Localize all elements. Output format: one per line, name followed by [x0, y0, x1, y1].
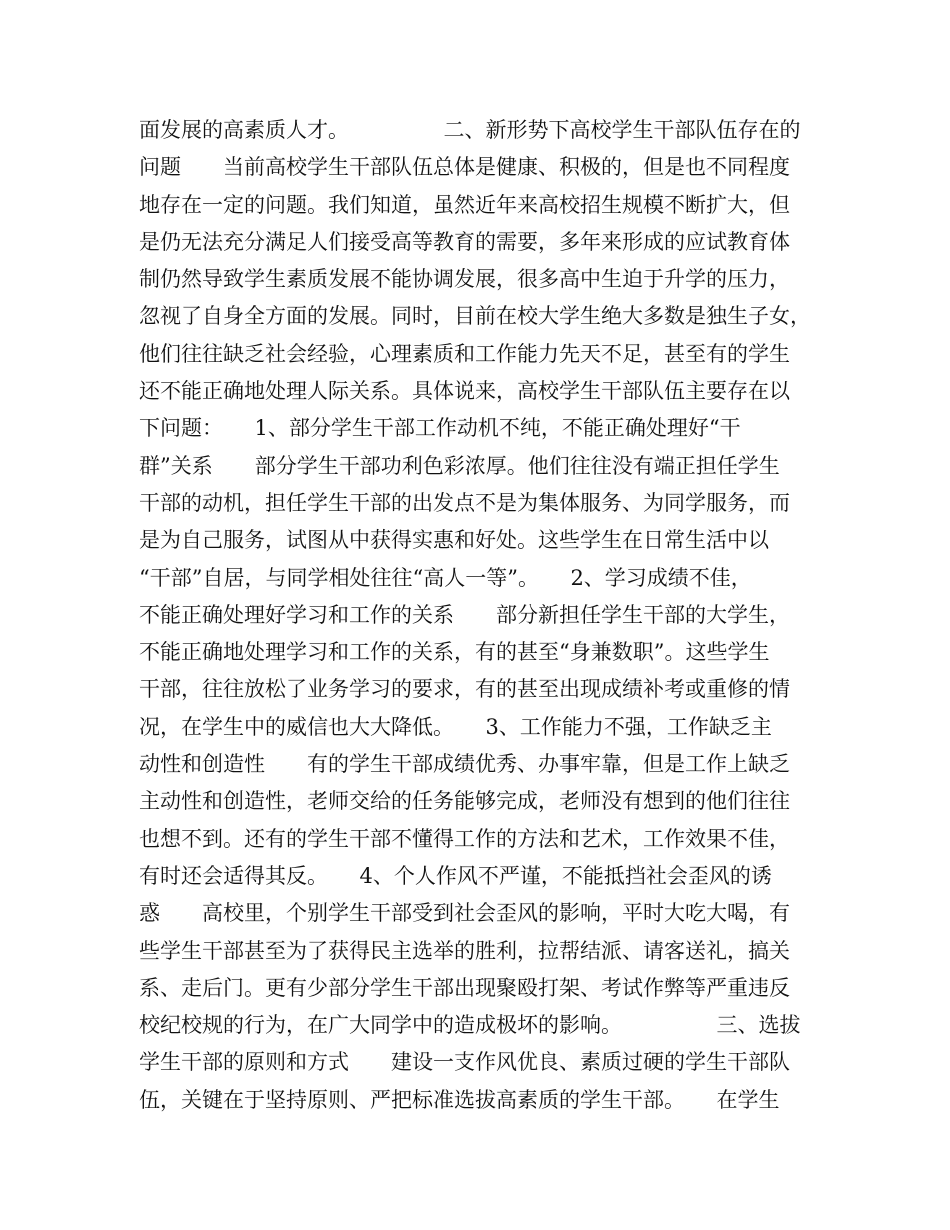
- text-line: 系、走后门。更有少部分学生干部出现聚殴打架、考试作弊等严重违反: [139, 975, 790, 1000]
- text-line: 惑 高校里，个别学生干部受到社会歪风的影响，平时大吃大喝，有: [139, 901, 790, 926]
- text-line: 有时还会适得其反。 4、个人作风不严谨，不能抵挡社会歪风的诱: [139, 863, 772, 888]
- text-line: 面发展的高素质人才。 二、新形势下高校学生干部队伍存在的: [139, 118, 801, 142]
- text-line: 干部，往往放松了业务学习的要求，有的甚至出现成绩补考或重修的情: [139, 677, 790, 702]
- text-line: 不能正确地处理学习和工作的关系，有的甚至“身兼数职”。这些学生: [139, 640, 770, 665]
- text-line: 制仍然导致学生素质发展不能协调发展，很多高中生迫于升学的压力，: [139, 267, 790, 292]
- text-line: 群”关系 部分学生干部功利色彩浓厚。他们往往没有端正担任学生: [139, 453, 780, 478]
- body-text: [139, 112, 829, 1119]
- text-line: 校纪校规的行为，在广大同学中的造成极坏的影响。 三、选拔: [139, 1013, 801, 1038]
- text-line: 忽视了自身全方面的发展。同时，目前在校大学生绝大多数是独生子女，: [139, 304, 811, 329]
- text-line: 地存在一定的问题。我们知道，虽然近年来高校招生规模不断扩大，但: [139, 192, 790, 217]
- text-line: 些学生干部甚至为了获得民主选举的胜利，拉帮结派、请客送礼，搞关: [139, 938, 790, 963]
- text-line: “干部”自居，与同学相处往往“高人一等”。 2、学习成绩不佳，: [139, 565, 752, 590]
- text-line: 主动性和创造性，老师交给的任务能够完成，老师没有想到的他们往往: [139, 789, 790, 814]
- text-line: 学生干部的原则和方式 建设一支作风优良、素质过硬的学生干部队: [139, 1050, 790, 1075]
- text-line: 动性和创造性 有的学生干部成绩优秀、办事牢靠，但是工作上缺乏: [139, 752, 790, 777]
- text-line: 他们往往缺乏社会经验，心理素质和工作能力先天不足，甚至有的学生: [139, 341, 790, 366]
- text-line: 问题 当前高校学生干部队伍总体是健康、积极的，但是也不同程度: [139, 155, 790, 180]
- text-line: 下问题： 1、部分学生干部工作动机不纯，不能正确处理好“干: [139, 416, 741, 441]
- text-line: 况，在学生中的威信也大大降低。 3、工作能力不强，工作缺乏主: [139, 714, 772, 739]
- text-line: 是仍无法充分满足人们接受高等教育的需要，多年来形成的应试教育体: [139, 229, 790, 254]
- text-line: 不能正确处理好学习和工作的关系 部分新担任学生干部的大学生，: [139, 602, 790, 627]
- text-line: 干部的动机，担任学生干部的出发点不是为集体服务、为同学服务，而: [139, 490, 790, 515]
- text-line: 伍，关键在于坚持原则、严把标准选拔高素质的学生干部。 在学生: [139, 1087, 780, 1112]
- text-line: 是为自己服务，试图从中获得实惠和好处。这些学生在日常生活中以: [139, 528, 769, 553]
- text-line: 还不能正确地处理人际关系。具体说来，高校学生干部队伍主要存在以: [139, 379, 790, 404]
- text-line: 也想不到。还有的学生干部不懂得工作的方法和艺术，工作效果不佳，: [139, 826, 790, 851]
